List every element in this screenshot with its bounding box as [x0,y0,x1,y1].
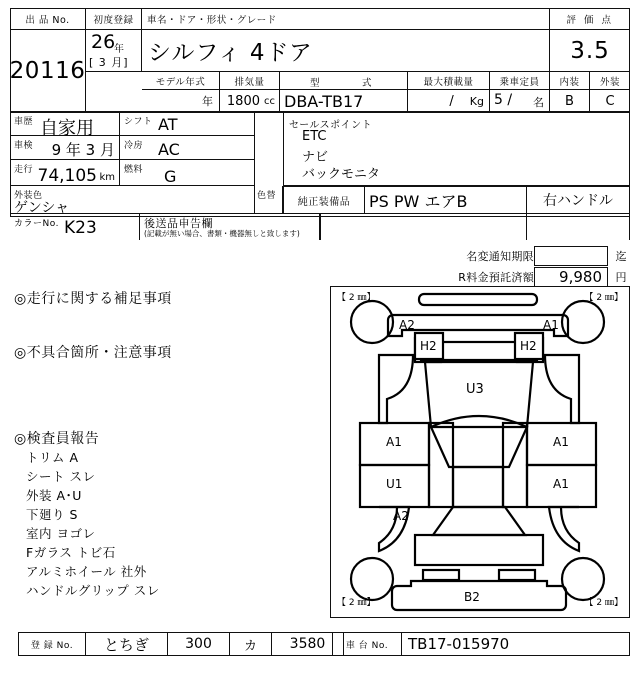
first-registration-year: 26 [91,31,116,53]
sales-point-label: セールスポイント [289,120,373,131]
damage-mark-roof: U3 [466,382,484,397]
seats-unit: 名 [533,96,544,109]
type-label-shiki: 式 [362,78,373,89]
damage-mark-front-bumper-left: A2 [399,318,415,332]
inspection-expiry-value: 9 年 3 月 [51,141,115,159]
steering-side-value: 右ハンドル [543,193,613,209]
damage-mark-rear-quarter-left: U1 [386,477,403,491]
damage-mark-front-fender-right: A1 [553,435,569,449]
interior-grade-value-cell [550,90,590,112]
wheel-rear-left [351,558,393,600]
type-label-cell [280,72,408,90]
recycle-fee-label: R料金預託済額 [458,271,534,284]
max-load-unit: Kg [469,94,484,108]
history-cell [10,112,120,139]
model-year-unit: 年 [202,95,213,108]
type-label-kata: 型 [310,78,321,89]
fuel-label: 燃料 [124,165,144,175]
equipment-value-cell [365,186,527,214]
seats-label: 乗車定員 [499,76,540,88]
seats-value: 5 / [494,92,513,108]
name-change-deadline-suffix: 迄 [615,250,627,263]
chassis-number-label: 車 台 No. [345,640,389,651]
history-label: 車歴 [14,117,34,127]
model-year-value-cell [142,90,220,112]
displacement-label-cell [220,72,280,90]
notes-area [14,288,314,618]
equipment-value: PS PW エアB [369,191,468,211]
chassis-number-label-cell [332,632,402,656]
inspector-report-heading: ◎検査員報告 [14,431,100,447]
damage-mark-hood-right: H2 [520,339,537,353]
lot-number-value: 20116 [9,58,86,84]
registration-kana-cell [230,632,272,656]
mileage-unit: km [99,172,115,183]
car-name-label-cell [142,8,550,30]
interior-grade-value: B [565,93,574,109]
inspector-report-item: シート スレ [26,469,96,484]
inspector-report-item: ハンドルグリップ スレ [26,583,160,598]
mileage-value: 74,105 [37,166,97,186]
lot-number-value-cell [10,30,86,112]
taillight-right [499,570,535,580]
interior-grade-label: 内装 [559,76,580,88]
name-change-deadline-label: 名変通知期限 [466,250,534,263]
wheel-rear-right [562,558,604,600]
displacement-label: 排気量 [234,76,265,88]
shift-value: AT [158,115,178,134]
recycle-fee-suffix: 円 [615,271,627,284]
equipment-label-cell [283,186,365,214]
damage-diagram-svg [331,287,628,616]
equipment-label: 純正装備品 [297,196,351,208]
damage-mark-rear-door-right: A1 [553,477,569,491]
later-declaration-note: (記載が無い場合、書類・機器無しと致します) [144,229,300,238]
lot-number-label-cell [10,8,86,30]
damage-mark-front-bumper-right: A1 [543,318,559,332]
max-load-value: / [449,93,454,109]
fuel-value: G [164,167,177,186]
color-number-label: カラーNo. [14,219,59,229]
steering-blank-cell [527,214,630,240]
rear-glass [433,507,525,535]
color-number-cell [10,214,140,240]
type-value-cell [280,90,408,112]
exterior-grade-label: 外装 [599,76,620,88]
recycle-fee-value: 9,980 [534,267,608,287]
color-change-label: 色替 [257,191,277,201]
air-conditioner-value: AC [158,140,180,159]
inspector-report-list [14,448,304,600]
chassis-number-value: TB17-015970 [408,635,510,653]
registration-class-cell [168,632,230,656]
first-registration-value-cell [86,30,142,72]
tire-depth-rear-left: 【 2 ㎜】 [337,598,376,608]
mileage-label: 走行 [14,165,34,175]
exterior-color-cell [10,186,255,214]
registration-region-cell [86,632,168,656]
rating-label-cell [550,8,630,30]
tire-depth-front-right: 【 2 ㎜】 [584,293,623,303]
air-conditioner-label: 冷房 [124,141,144,151]
exterior-color-value: ゲンシャ [14,200,70,216]
tire-depth-rear-right: 【 2 ㎜】 [584,598,623,608]
tire-depth-front-left: 【 2 ㎜】 [337,293,376,303]
damage-mark-rear-fender-left: A2 [393,509,409,523]
seats-value-cell [490,90,550,112]
sales-point-cell [283,112,630,186]
history-value: 自家用 [40,118,94,139]
car-name-label: 車名・ドア・形状・グレード [147,14,277,26]
rating-label: 評 価 点 [566,14,614,26]
door-left [429,423,453,507]
later-declaration-cell [140,214,320,240]
exterior-grade-value-cell [590,90,630,112]
displacement-unit: cc [264,95,275,107]
displacement-value-cell [220,90,280,112]
later-declaration-label: 後送品申告欄 [144,217,213,230]
vehicle-damage-diagram [330,286,630,618]
color-change-cell [255,186,283,214]
roof-center [453,467,503,507]
color-number-value: K23 [64,218,97,238]
rating-value: 3.5 [570,37,610,64]
sales-point-item-1: ナビ [302,150,329,165]
lot-number-label: 出 品 No. [25,14,70,26]
fender-rear-right [549,507,579,551]
sales-point-item-0: ETC [302,129,327,144]
damage-mark-rear-bumper: B2 [464,590,480,604]
registration-serial-value: 3580 [289,636,326,652]
registration-kana-value: カ [243,638,257,654]
exterior-color-label: 外装色 [14,191,43,201]
max-load-label: 最大積載量 [423,76,474,88]
air-conditioner-cell [120,136,255,160]
name-change-deadline-value [534,246,608,266]
damage-mark-front-fender-left: A1 [386,435,402,449]
inspection-expiry-label: 車検 [14,141,34,151]
inspector-report-item: 外装 A･U [26,488,82,503]
defect-notes-heading: ◎不具合箇所・注意事項 [14,345,172,361]
trunk-lid [415,535,543,565]
car-name-value-cell [142,30,550,72]
taillight-left [423,570,459,580]
exterior-grade-value: C [605,93,615,109]
exterior-grade-label-cell [590,72,630,90]
driving-notes-heading: ◎走行に関する補足事項 [14,291,172,307]
wheel-front-left [351,301,393,343]
fender-front-right [545,355,579,423]
registration-number-label-cell [18,632,86,656]
front-lip [419,294,537,305]
registration-number-label: 登 録 No. [30,640,74,651]
inspector-report-item: 下廻り S [26,507,78,522]
first-registration-label-cell [86,8,142,30]
inspector-report-item: トリム A [26,450,79,465]
car-name-value: シルフィ 4ドア [148,40,313,66]
type-value: DBA-TB17 [284,91,364,111]
first-registration-label: 初度登録 [93,14,134,26]
inspector-report-item: アルミホイール 社外 [26,564,147,579]
equipment-blank-cell [320,214,527,240]
inspector-report-item: Fガラス トビ石 [26,545,116,560]
interior-grade-label-cell [550,72,590,90]
registration-region-value: とちぎ [103,635,149,654]
inspection-expiry-cell [10,136,120,160]
mileage-cell [10,160,120,186]
registration-class-value: 300 [185,636,212,652]
displacement-value: 1800 [226,93,260,109]
max-load-value-cell [408,90,490,112]
model-year-label-cell [142,72,220,90]
fender-front-left [379,355,413,423]
first-registration-year-unit: 年 [114,44,124,55]
shift-cell [120,112,255,136]
rating-value-cell [550,30,630,72]
inspector-report-item: 室内 ヨゴレ [26,526,96,541]
first-registration-month: [ 3 月] [89,56,129,69]
max-load-label-cell [408,72,490,90]
shift-label: シフト [124,117,153,127]
seats-label-cell [490,72,550,90]
sales-point-item-2: バックモニタ [302,167,381,182]
chassis-number-value-cell [402,632,630,656]
damage-mark-hood-left: H2 [420,339,437,353]
steering-side-cell [527,186,630,214]
fuel-cell [120,160,255,186]
model-year-label: モデル年式 [155,76,206,88]
